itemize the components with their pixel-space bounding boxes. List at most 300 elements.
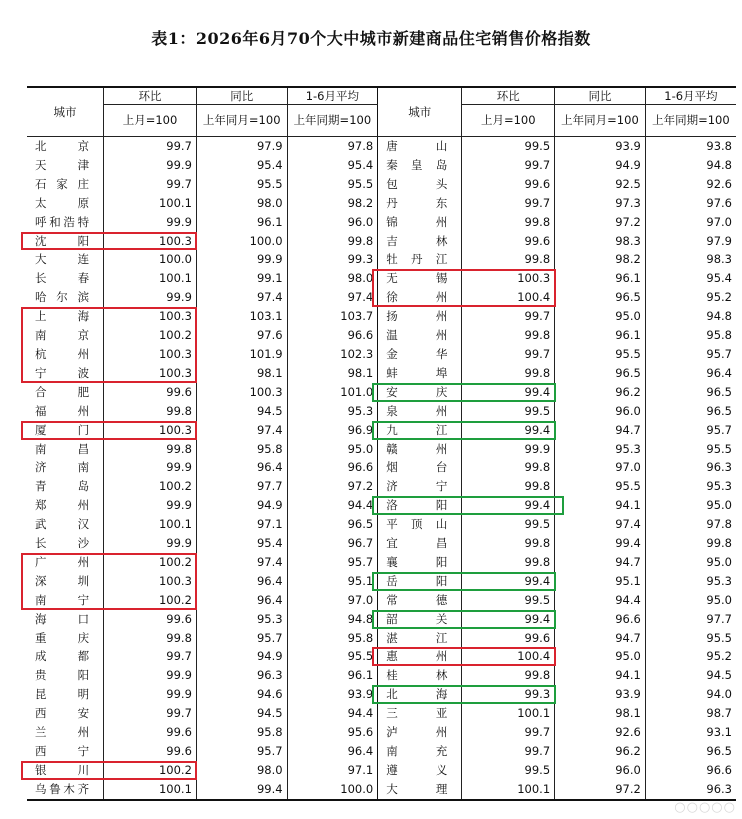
city-name-right: 韶关: [378, 610, 462, 629]
mom-value-left: 100.3: [104, 345, 197, 364]
avg-value-right: 95.2: [645, 288, 736, 307]
avg-value-right: 97.8: [645, 515, 736, 534]
mom-value-left: 100.3: [104, 364, 197, 383]
city-name-right: 平顶山: [378, 515, 462, 534]
table-row: [27, 440, 736, 459]
yoy-value-left: 95.3: [196, 610, 287, 629]
avg-value-left: 100.0: [287, 780, 378, 800]
city-name-left: 西宁: [35, 744, 90, 758]
city-name-left: 长沙: [35, 536, 90, 551]
city-name-right: 烟台: [378, 458, 462, 477]
city-name-left: 沈阳: [35, 233, 90, 248]
mom-value-left: 99.8: [104, 440, 197, 459]
avg-value-right: 98.7: [645, 704, 736, 723]
avg-value-left: 96.6: [287, 458, 378, 477]
yoy-value-right: 96.2: [555, 383, 646, 402]
avg-value-right: 95.4: [645, 269, 736, 288]
yoy-value-right: 94.7: [555, 553, 646, 572]
mom-value-left: 100.3: [104, 572, 197, 591]
city-name-left: 广州: [35, 554, 90, 569]
table-row: [27, 137, 736, 156]
city-name-left: 大连: [35, 252, 90, 267]
avg-value-right: 97.0: [645, 213, 736, 232]
yoy-value-right: 97.0: [555, 458, 646, 477]
yoy-value-left: 98.0: [196, 761, 287, 780]
yoy-value-right: 95.0: [555, 307, 646, 326]
city-name-right: 洛阳: [378, 496, 462, 515]
avg-value-right: 93.8: [645, 137, 736, 156]
table-row: [27, 666, 736, 685]
avg-value-left: 98.0: [287, 269, 378, 288]
table-row: [27, 250, 736, 269]
table-row: [27, 232, 736, 251]
yoy-value-left: 99.9: [196, 250, 287, 269]
mom-value-left: 100.1: [104, 515, 197, 534]
city-name-left: 呼和浩特: [35, 214, 90, 229]
table-row: [27, 553, 736, 572]
yoy-value-right: 96.0: [555, 402, 646, 421]
table-row: [27, 421, 736, 440]
yoy-value-right: 95.3: [555, 440, 646, 459]
city-name-left: 重庆: [35, 630, 90, 645]
avg-value-right: 95.2: [645, 647, 736, 666]
city-name-right: 温州: [378, 326, 462, 345]
avg-value-right: 95.7: [645, 421, 736, 440]
avg-value-left: 96.5: [287, 515, 378, 534]
city-name-left: 南京: [35, 328, 90, 343]
mom-value-left: 100.2: [104, 326, 197, 345]
mom-value-left: 99.9: [104, 685, 197, 704]
yoy-value-right: 99.4: [555, 534, 646, 553]
mom-value-left: 100.2: [104, 591, 197, 610]
city-name-right: 包头: [378, 175, 462, 194]
table-row: [27, 704, 736, 723]
avg-value-right: 95.0: [645, 496, 736, 515]
avg-value-left: 99.3: [287, 250, 378, 269]
mom-value-left: 100.3: [104, 307, 197, 326]
city-name-right: 遵义: [378, 761, 462, 780]
city-name-left: 哈尔滨: [35, 290, 90, 305]
city-name-left: 兰州: [35, 725, 90, 740]
yoy-value-left: 97.7: [196, 477, 287, 496]
mom-value-right: 99.4: [462, 383, 555, 402]
city-name-right: 秦皇岛: [378, 156, 462, 175]
city-name-right: 锦州: [378, 213, 462, 232]
table-row: [27, 780, 736, 800]
city-name-right: 南充: [378, 742, 462, 761]
city-name-left: 石家庄: [35, 176, 90, 191]
table-row: [27, 402, 736, 421]
mom-value-right: 99.5: [462, 761, 555, 780]
avg-value-right: 92.6: [645, 175, 736, 194]
header-avg-left: 1-6月平均: [287, 87, 378, 105]
yoy-value-left: 94.9: [196, 647, 287, 666]
city-name-right: 吉林: [378, 232, 462, 251]
mom-value-right: 100.4: [462, 647, 555, 666]
avg-value-left: 97.0: [287, 591, 378, 610]
header-avg-base-right: 上年同期=100: [645, 105, 736, 137]
yoy-value-right: 98.1: [555, 704, 646, 723]
avg-value-left: 93.9: [287, 685, 378, 704]
mom-value-left: 100.2: [104, 761, 197, 780]
yoy-value-left: 97.9: [196, 137, 287, 156]
yoy-value-right: 95.5: [555, 345, 646, 364]
mom-value-right: 99.3: [462, 685, 555, 704]
city-name-left: 合肥: [35, 384, 90, 399]
mom-value-right: 100.1: [462, 780, 555, 800]
avg-value-left: 95.8: [287, 629, 378, 648]
yoy-value-left: 96.4: [196, 591, 287, 610]
mom-value-left: 99.8: [104, 402, 197, 421]
yoy-value-left: 98.1: [196, 364, 287, 383]
header-city-right: 城市: [378, 87, 462, 137]
yoy-value-left: 95.8: [196, 723, 287, 742]
yoy-value-right: 96.0: [555, 761, 646, 780]
mom-value-left: 99.7: [104, 647, 197, 666]
mom-value-left: 99.6: [104, 742, 197, 761]
avg-value-right: 96.6: [645, 761, 736, 780]
yoy-value-right: 94.1: [555, 666, 646, 685]
city-name-right: 蚌埠: [378, 364, 462, 383]
city-name-right: 岳阳: [378, 572, 462, 591]
yoy-value-left: 97.1: [196, 515, 287, 534]
city-name-left: 济南: [35, 460, 90, 475]
city-name-left: 西安: [35, 706, 90, 721]
mom-value-right: 99.8: [462, 250, 555, 269]
mom-value-right: 99.9: [462, 440, 555, 459]
mom-value-right: 99.8: [462, 666, 555, 685]
avg-value-right: 95.3: [645, 572, 736, 591]
avg-value-left: 102.3: [287, 345, 378, 364]
yoy-value-left: 96.4: [196, 572, 287, 591]
yoy-value-right: 96.5: [555, 288, 646, 307]
mom-value-right: 99.7: [462, 194, 555, 213]
yoy-value-left: 97.4: [196, 421, 287, 440]
mom-value-right: 99.5: [462, 402, 555, 421]
yoy-value-left: 99.4: [196, 780, 287, 800]
city-name-right: 襄阳: [378, 553, 462, 572]
yoy-value-left: 94.6: [196, 685, 287, 704]
city-name-right: 安庆: [378, 383, 462, 402]
city-name-left: 厦门: [35, 422, 90, 437]
table-row: [27, 723, 736, 742]
mom-value-right: 99.6: [462, 232, 555, 251]
mom-value-right: 99.6: [462, 629, 555, 648]
avg-value-left: 95.4: [287, 156, 378, 175]
mom-value-left: 99.9: [104, 288, 197, 307]
city-name-left: 太原: [35, 195, 90, 210]
mom-value-left: 99.6: [104, 610, 197, 629]
avg-value-left: 94.4: [287, 704, 378, 723]
table-row: [27, 326, 736, 345]
avg-value-right: 95.8: [645, 326, 736, 345]
mom-value-left: 99.6: [104, 723, 197, 742]
avg-value-left: 97.4: [287, 288, 378, 307]
yoy-value-right: 96.5: [555, 364, 646, 383]
table-row: [27, 364, 736, 383]
avg-value-left: 101.0: [287, 383, 378, 402]
mom-value-right: 99.8: [462, 534, 555, 553]
mom-value-left: 99.9: [104, 156, 197, 175]
mom-value-right: 100.4: [462, 288, 555, 307]
yoy-value-left: 95.4: [196, 156, 287, 175]
mom-value-right: 99.8: [462, 364, 555, 383]
yoy-value-right: 97.2: [555, 213, 646, 232]
table-row: [27, 610, 736, 629]
avg-value-left: 96.9: [287, 421, 378, 440]
mom-value-left: 99.7: [104, 137, 197, 156]
yoy-value-left: 101.9: [196, 345, 287, 364]
yoy-value-left: 94.5: [196, 402, 287, 421]
table-row: [27, 515, 736, 534]
avg-value-left: 95.1: [287, 572, 378, 591]
mom-value-right: 99.8: [462, 477, 555, 496]
mom-value-right: 100.1: [462, 704, 555, 723]
mom-value-right: 99.7: [462, 307, 555, 326]
yoy-value-left: 94.5: [196, 704, 287, 723]
avg-value-right: 95.5: [645, 440, 736, 459]
table-row: [27, 269, 736, 288]
table-row: [27, 307, 736, 326]
mom-value-left: 99.9: [104, 666, 197, 685]
page-title: 表1：2026年6月70个大中城市新建商品住宅销售价格指数: [151, 29, 591, 48]
yoy-value-right: 94.7: [555, 629, 646, 648]
city-name-left: 郑州: [35, 498, 90, 513]
avg-value-right: 95.5: [645, 629, 736, 648]
yoy-value-right: 97.4: [555, 515, 646, 534]
yoy-value-right: 98.3: [555, 232, 646, 251]
yoy-value-left: 96.4: [196, 458, 287, 477]
yoy-value-right: 97.3: [555, 194, 646, 213]
city-name-left: 海口: [35, 611, 90, 626]
city-name-left: 杭州: [35, 346, 90, 361]
yoy-value-right: 96.1: [555, 269, 646, 288]
avg-value-left: 98.2: [287, 194, 378, 213]
city-name-left: 乌鲁木齐: [27, 780, 104, 800]
mom-value-left: 100.0: [104, 250, 197, 269]
mom-value-right: 99.8: [462, 553, 555, 572]
yoy-value-right: 92.6: [555, 723, 646, 742]
mom-value-right: 99.5: [462, 591, 555, 610]
mom-value-right: 99.8: [462, 326, 555, 345]
mom-value-right: 99.4: [462, 610, 555, 629]
city-name-right: 三亚: [378, 704, 462, 723]
header-mom-base-right: 上月=100: [462, 105, 555, 137]
city-name-right: 北海: [378, 685, 462, 704]
avg-value-right: 99.8: [645, 534, 736, 553]
avg-value-left: 103.7: [287, 307, 378, 326]
mom-value-left: 100.2: [104, 477, 197, 496]
avg-value-left: 95.5: [287, 175, 378, 194]
yoy-value-left: 96.3: [196, 666, 287, 685]
yoy-value-left: 98.0: [196, 194, 287, 213]
table-row: [27, 213, 736, 232]
city-name-right: 桂林: [378, 666, 462, 685]
table-row: [27, 572, 736, 591]
header-city-left: 城市: [27, 87, 104, 137]
yoy-value-left: 95.7: [196, 742, 287, 761]
avg-value-left: 98.1: [287, 364, 378, 383]
yoy-value-right: 96.6: [555, 610, 646, 629]
yoy-value-right: 98.2: [555, 250, 646, 269]
header-yoy-base-left: 上年同月=100: [196, 105, 287, 137]
avg-value-left: 96.0: [287, 213, 378, 232]
city-name-left: 福州: [35, 403, 90, 418]
city-name-left: 昆明: [35, 687, 90, 702]
yoy-value-right: 97.2: [555, 780, 646, 800]
header-yoy-base-right: 上年同月=100: [555, 105, 646, 137]
city-name-left: 北京: [35, 139, 90, 153]
avg-value-right: 94.5: [645, 666, 736, 685]
mom-value-right: 100.3: [462, 269, 555, 288]
mom-value-left: 100.1: [104, 780, 197, 800]
yoy-value-left: 100.3: [196, 383, 287, 402]
city-name-right: 丹东: [378, 194, 462, 213]
city-name-left: 武汉: [35, 517, 90, 532]
mom-value-left: 99.9: [104, 534, 197, 553]
yoy-value-left: 95.8: [196, 440, 287, 459]
avg-value-left: 96.4: [287, 742, 378, 761]
city-name-left: 长春: [35, 271, 90, 286]
city-name-left: 贵阳: [35, 668, 90, 683]
city-name-right: 扬州: [378, 307, 462, 326]
avg-value-left: 95.5: [287, 647, 378, 666]
avg-value-right: 97.7: [645, 610, 736, 629]
table-row: [27, 496, 736, 515]
table-row: [27, 742, 736, 761]
yoy-value-left: 97.4: [196, 553, 287, 572]
yoy-value-left: 99.1: [196, 269, 287, 288]
table-row: [27, 156, 736, 175]
table-row: [27, 458, 736, 477]
mom-value-left: 99.9: [104, 458, 197, 477]
price-index-table: [27, 86, 736, 801]
avg-value-right: 94.8: [645, 307, 736, 326]
avg-value-left: 97.2: [287, 477, 378, 496]
avg-value-right: 95.3: [645, 477, 736, 496]
mom-value-right: 99.4: [462, 496, 555, 515]
header-yoy-right: 同比: [555, 87, 646, 105]
mom-value-right: 99.7: [462, 345, 555, 364]
avg-value-right: 97.9: [645, 232, 736, 251]
city-name-right: 济宁: [378, 477, 462, 496]
city-name-left: 南昌: [35, 441, 90, 456]
yoy-value-left: 97.4: [196, 288, 287, 307]
header-mom-base-left: 上月=100: [104, 105, 197, 137]
mom-value-right: 99.5: [462, 515, 555, 534]
mom-value-right: 99.8: [462, 458, 555, 477]
mom-value-right: 99.7: [462, 742, 555, 761]
avg-value-right: 96.4: [645, 364, 736, 383]
city-name-left: 成都: [35, 649, 90, 664]
avg-value-right: 96.3: [645, 780, 736, 800]
yoy-value-right: 92.5: [555, 175, 646, 194]
avg-value-left: 95.6: [287, 723, 378, 742]
header-avg-base-left: 上年同期=100: [287, 105, 378, 137]
mom-value-right: 99.7: [462, 723, 555, 742]
yoy-value-right: 95.1: [555, 572, 646, 591]
mom-value-left: 100.1: [104, 269, 197, 288]
city-name-right: 唐山: [378, 137, 462, 156]
city-name-left: 上海: [35, 309, 90, 324]
yoy-value-right: 93.9: [555, 685, 646, 704]
table-row: [27, 477, 736, 496]
yoy-value-right: 94.9: [555, 156, 646, 175]
header-mom-left: 环比: [104, 87, 197, 105]
mom-value-left: 100.3: [104, 421, 197, 440]
table-row: [27, 534, 736, 553]
avg-value-right: 94.8: [645, 156, 736, 175]
header-yoy-left: 同比: [196, 87, 287, 105]
city-name-right: 惠州: [378, 647, 462, 666]
city-name-left: 天津: [35, 157, 90, 172]
avg-value-right: 97.6: [645, 194, 736, 213]
avg-value-left: 99.8: [287, 232, 378, 251]
yoy-value-right: 95.0: [555, 647, 646, 666]
table-row: [27, 685, 736, 704]
table-row: [27, 629, 736, 648]
city-name-left: 青岛: [35, 479, 90, 494]
avg-value-left: 96.7: [287, 534, 378, 553]
city-name-right: 宜昌: [378, 534, 462, 553]
header-mom-right: 环比: [462, 87, 555, 105]
avg-value-right: 96.5: [645, 742, 736, 761]
city-name-right: 泸州: [378, 723, 462, 742]
mom-value-left: 100.2: [104, 553, 197, 572]
city-name-left: 宁波: [35, 365, 90, 380]
city-name-right: 常德: [378, 591, 462, 610]
yoy-value-left: 100.0: [196, 232, 287, 251]
mom-value-right: 99.4: [462, 572, 555, 591]
avg-value-right: 96.5: [645, 402, 736, 421]
mom-value-left: 99.9: [104, 496, 197, 515]
avg-value-left: 96.6: [287, 326, 378, 345]
avg-value-left: 95.3: [287, 402, 378, 421]
yoy-value-left: 95.4: [196, 534, 287, 553]
avg-value-left: 95.7: [287, 553, 378, 572]
avg-value-right: 98.3: [645, 250, 736, 269]
avg-value-left: 95.0: [287, 440, 378, 459]
avg-value-right: 95.0: [645, 591, 736, 610]
yoy-value-right: 96.1: [555, 326, 646, 345]
yoy-value-right: 94.4: [555, 591, 646, 610]
mom-value-left: 100.3: [104, 232, 197, 251]
city-name-right: 金华: [378, 345, 462, 364]
yoy-value-left: 95.5: [196, 175, 287, 194]
mom-value-left: 99.9: [104, 213, 197, 232]
watermark: ○○○○○: [674, 800, 736, 815]
table-row: [27, 647, 736, 666]
mom-value-left: 99.6: [104, 383, 197, 402]
yoy-value-right: 94.1: [555, 496, 646, 515]
yoy-value-right: 95.5: [555, 477, 646, 496]
yoy-value-left: 94.9: [196, 496, 287, 515]
city-name-right: 九江: [378, 421, 462, 440]
avg-value-right: 93.1: [645, 723, 736, 742]
avg-value-right: 95.0: [645, 553, 736, 572]
city-name-right: 大理: [378, 780, 462, 800]
city-name-left: 南宁: [35, 592, 90, 607]
yoy-value-right: 93.9: [555, 137, 646, 156]
header-avg-right: 1-6月平均: [645, 87, 736, 105]
table-row: [27, 383, 736, 402]
city-name-right: 湛江: [378, 629, 462, 648]
city-name-left: 深圳: [35, 573, 90, 588]
avg-value-left: 94.8: [287, 610, 378, 629]
table-header: [27, 87, 736, 137]
table-row: [27, 194, 736, 213]
mom-value-right: 99.5: [462, 137, 555, 156]
